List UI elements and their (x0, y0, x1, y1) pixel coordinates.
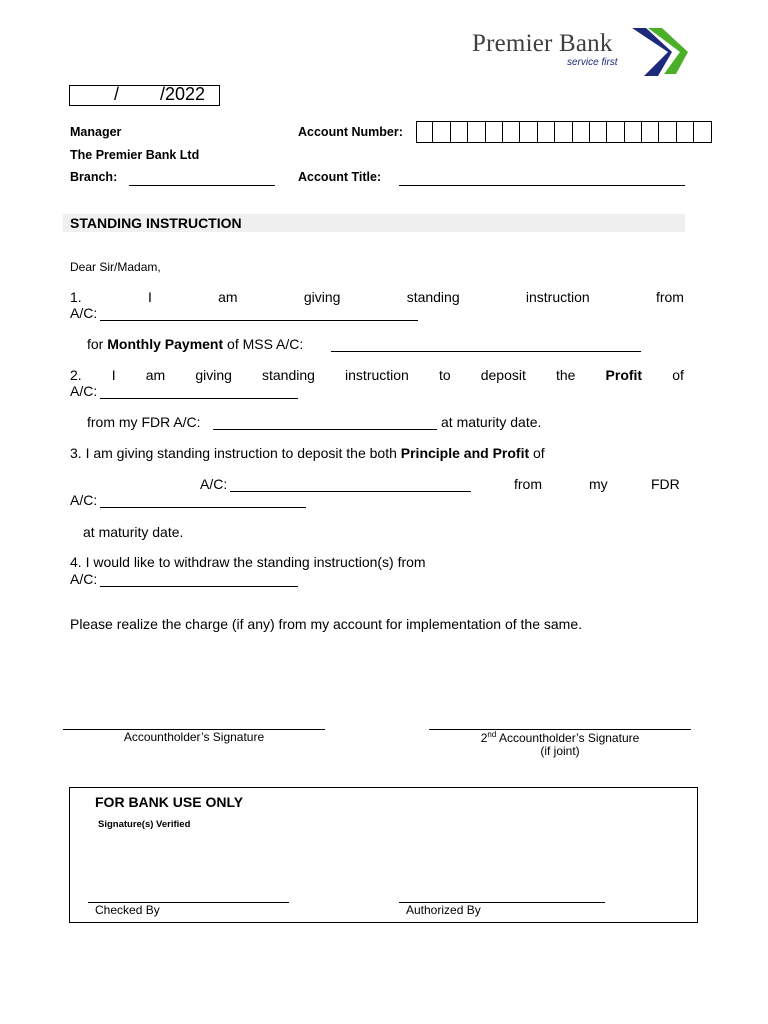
bank-use-title: FOR BANK USE ONLY (95, 794, 244, 810)
item3-fdr: FDR (651, 476, 680, 492)
account-title-field[interactable] (399, 185, 685, 186)
item4-line: 4. I would like to withdraw the standing instruction(s) from (70, 554, 426, 570)
item3-ac-field[interactable] (230, 491, 471, 492)
bank-logo-icon (628, 28, 690, 76)
item3-ac-label: A/C: (200, 476, 228, 492)
authorized-by-label: Authorized By (406, 903, 481, 917)
if-joint-label: (if joint) (540, 744, 580, 758)
item2-fdr-field[interactable] (213, 429, 437, 430)
item3-line: 3. I am giving standing instruction to deposit the both Principle and Profit of (70, 445, 545, 461)
recipient-bank: The Premier Bank Ltd (70, 148, 200, 162)
item2-maturity: at maturity date. (441, 414, 542, 430)
item1-for-line: for Monthly Payment of MSS A/C: (87, 336, 304, 352)
section-title: STANDING INSTRUCTION (70, 215, 242, 231)
item4-ac-field[interactable] (100, 586, 298, 587)
item3-my: my (589, 476, 608, 492)
item3-maturity: at maturity date. (83, 524, 184, 540)
item2-line: 2. I am giving standing instruction to deposit the Profit of (70, 367, 684, 383)
bank-logo-name: Premier Bank (472, 30, 613, 57)
item3-from: from (514, 476, 542, 492)
date-year: /2022 (160, 84, 206, 104)
mss-ac-field[interactable] (331, 351, 641, 352)
item1-line: 1. I am giving standing instruction from (70, 289, 684, 305)
charge-note: Please realize the charge (if any) from my account for implementation of the same. (70, 616, 583, 632)
branch-label: Branch: (70, 170, 118, 184)
branch-field[interactable] (129, 185, 275, 186)
item2-ac-label: A/C: (70, 383, 98, 399)
item4-ac-label: A/C: (70, 571, 98, 587)
bank-logo-tagline: service first (567, 57, 618, 68)
item1-ac-label: A/C: (70, 305, 98, 321)
account-title-label: Account Title: (298, 170, 382, 184)
item3-fdr-ac-label: A/C: (70, 492, 98, 508)
item3-fdr-ac-field[interactable] (100, 507, 306, 508)
salutation: Dear Sir/Madam, (70, 260, 161, 274)
signature-verified-label: Signature(s) Verified (98, 819, 191, 830)
recipient-manager: Manager (70, 125, 122, 139)
second-accountholder-signature-label: 2nd Accountholder’s Signature (480, 730, 640, 745)
item2-fdr-label: from my FDR A/C: (87, 414, 201, 430)
item1-ac-field[interactable] (100, 320, 418, 321)
date-slash: / (114, 84, 120, 104)
accountholder-signature-label: Accountholder’s Signature (123, 730, 265, 744)
account-number-boxes[interactable] (416, 121, 712, 143)
checked-by-label: Checked By (95, 903, 160, 917)
item2-ac-field[interactable] (100, 398, 298, 399)
account-number-label: Account Number: (298, 125, 403, 139)
